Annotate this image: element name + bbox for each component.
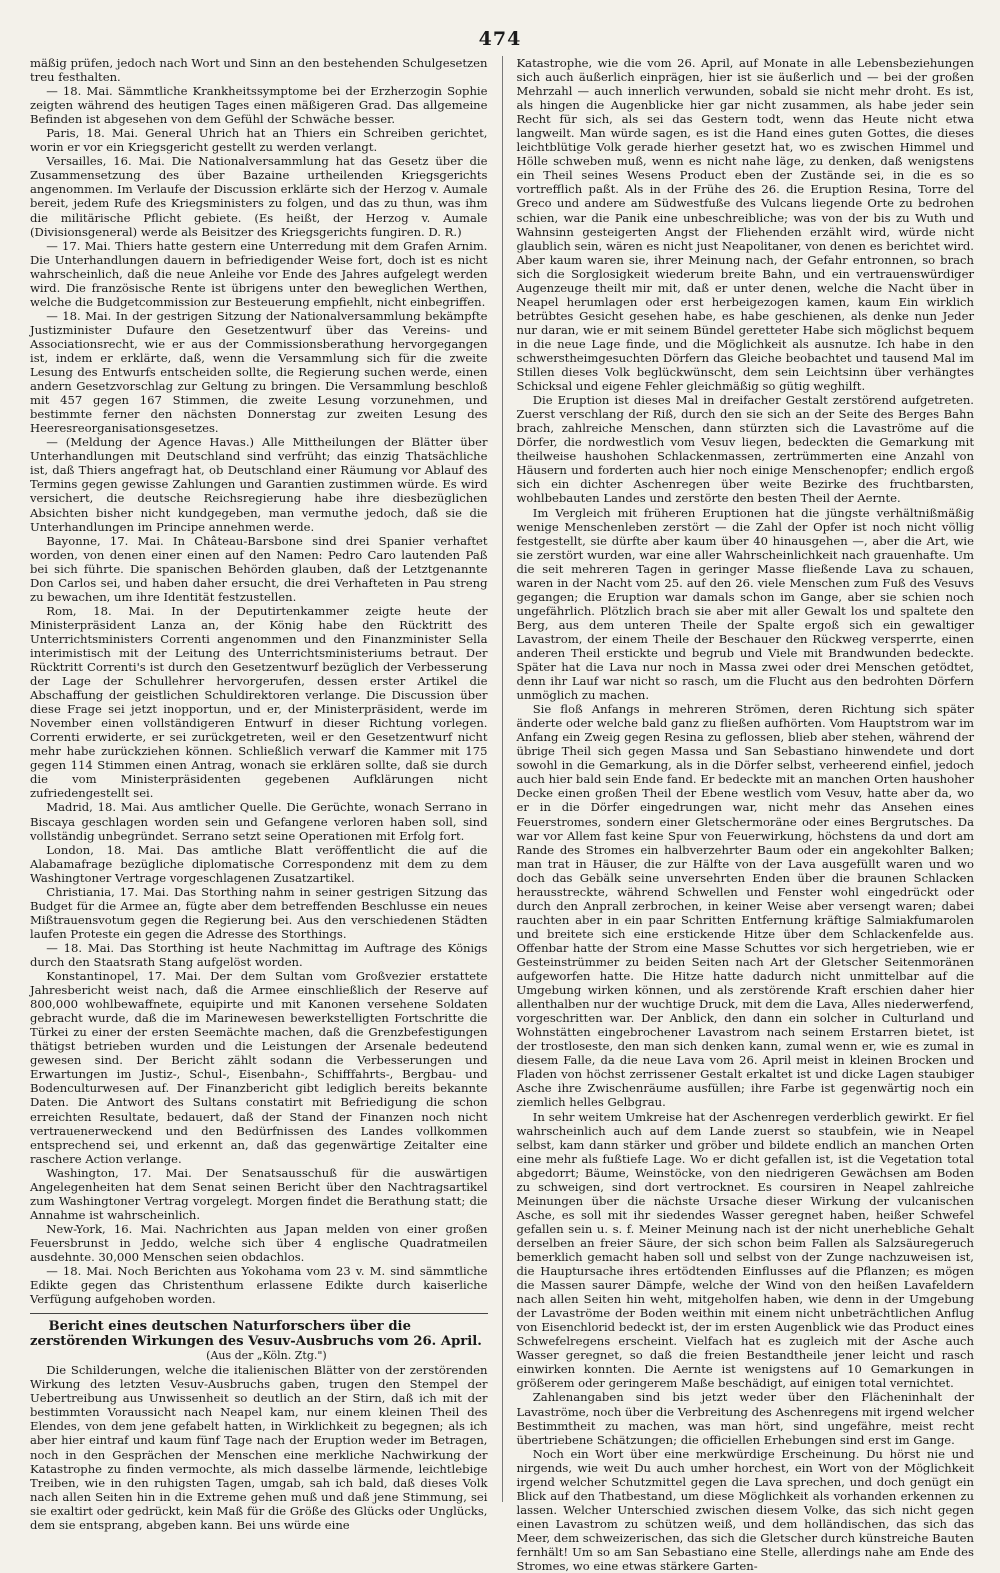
article-paragraph: Konstantinopel, 17. Mai. Der dem Sultan vom Großvezier erstattete Jahresbericht weist nach, daß die Armee einschließlich der Reserve auf 800,000 wohlbewaffnete, equipirte und mit Kanonen versehene Soldaten gebracht wurde, daß die im Marinewesen bewerkstelligten Fortschritte die Türkei zu einer der ersten Seemächte machen, daß die Grenzbefestigungen thätigst betrieben wurden und die Leistungen der Arsenale bedeutend gewesen sind. Der Bericht zählt sodann die Verbesserungen und Erwartungen im Justiz-, Schul-, Eisenbahn-, Schifffahrts-, Bergbau- und Bodenculturwesen auf. Der Finanzbericht gibt lediglich bereits bekannte Daten. Die Antwort des Sultans constatirt mit Befriedigung die schon erreichten Resultate, bedauert, daß der Stand der Finanzen noch nicht vertrauenerweckend und den Bedürfnissen des Landes vollkommen entsprechend sei, und erkennt an, daß das gegenwärtige Zeitalter eine raschere Action verlange. — [30, 969, 488, 1166]
article-paragraph: Rom, 18. Mai. In der Deputirtenkammer zeigte heute der Ministerpräsident Lanza an, der König habe den Rücktritt des Unterrichtsministers Correnti angenommen und den Finanzminister Sella interimistisch mit der Leitung des Unterrichtsministeriums betraut. Der Rücktritt Correnti's ist durch den Gesetzentwurf bezüglich der Verbesserung der Lage der Schullehrer hervorgerufen, dessen erster Artikel die Abschaffung der geistlichen Schuldirektoren verlange. Die Discussion über diese Frage sei jetzt inopportun, und er, der Ministerpräsident, werde im November einen vollständigeren Entwurf in dieser Richtung vorlegen. Correnti erwiderte, er sei zurückgetreten, weil er den Gesetzentwurf nicht mehr habe zurückziehen können. Schließlich verwarf die Kammer mit 175 gegen 114 Stimmen einen Antrag, wonach sie erklären sollte, daß sie durch die vom Ministerpräsidenten gegebenen Aufklärungen nicht zufriedengestellt sei. — [30, 603, 488, 801]
article-paragraph: — 18. Mai. Das Storthing ist heute Nachmittag im Auftrage des Königs durch den Staatsrath Stang aufgelöst worden. — [30, 940, 488, 969]
article-paragraph: Washington, 17. Mai. Der Senatsausschuß für die auswärtigen Angelegenheiten hat dem Senat seinen Bericht über den Nachtragsartikel zum Washingtoner Vertrag vorgelegt. Morgen findet die Berathung statt; die Annahme ist wahrscheinlich. — [30, 1165, 488, 1222]
article-paragraph: — 17. Mai. Thiers hatte gestern eine Unterredung mit dem Grafen Arnim. Die Unterhandlungen dauern in befriedigender Weise fort, doch ist es nicht wahrscheinlich, daß die neue Anleihe vor Ende des Jahres aufgelegt werden wird. Die französische Rente ist übrigens unter den beweglichen Werthen, welche die Budgetcommission zur Besteuerung empfiehlt, nicht einbegriffen. — [30, 238, 488, 309]
page-number: 474 — [478, 28, 522, 50]
columns — [30, 56, 974, 1573]
article-paragraph: New-York, 16. Mai. Nachrichten aus Japan melden von einer großen Feuersbrunst in Jeddo, welche sich über 4 englische Quadratmeilen ausdehnte. 30,000 Menschen seien obdachlos. — [30, 1221, 488, 1264]
article-paragraph: Madrid, 18. Mai. Aus amtlicher Quelle. Die Gerüchte, wonach Serrano in Biscaya geschlagen worden sein und Gefangene verloren haben soll, sind vollständig unbegründet. Serrano setzt seine Operationen mit Erfolg fort. — [30, 800, 488, 843]
article-paragraph: In sehr weitem Umkreise hat der Aschenregen verderblich gewirkt. Er fiel wahrscheinlich auch auf dem Lande zuerst so staubfein, wie in Neapel selbst, kam dann stärker und gröber und bildete endlich an manchen Orten eine mehr als fußtiefe Lage. Wo er dicht gefallen ist, ist die Vegetation total abgedorrt; Bäume, Weinstöcke, von den niedrigeren Gewächsen am Boden zu schweigen, sind dort vertrocknet. Es coursiren in Neapel zahlreiche Meinungen über die nächste Ursache dieser Wirkung der vulcanischen Asche, es soll mit ihr siedendes Wasser geregnet haben, heißer Schwefel gefallen sein u. s. f. Meiner Meinung nach ist der nicht unerhebliche Gehalt derselben an freier Säure, der sich schon beim Fallen als Salzsäuregeruch bemerklich gemacht haben soll und selbst von der Zunge nachzuweisen ist, die Hauptursache ihres ertödtenden Einflusses auf die Pflanzen; es mögen die Massen saurer Dämpfe, welche der Wind von den heißen Lavafeldern nach allen Seiten hin weht, mitgeholfen haben, wie denn in der Umgebung der Lavaströme der Boden weithin mit einem nicht unbeträchtlichen Anflug von Eisenchlorid bedeckt ist, der im ersten Augenblick wie das Product eines Schwefelregens erscheint. Vielfach hat es zugleich mit der Asche auch Wasser geregnet, so daß die freien Bestandtheile jener leicht und rasch einwirken konnten. Die Aernte ist wenigstens auf 10 Gemarkungen in größerem oder geringerem Maße beschädigt, auf einigen total vernichtet. — [516, 1109, 974, 1391]
article-paragraph: mäßig prüfen, jedoch nach Wort und Sinn an den bestehenden Schulgesetzen treu festhalten. — [30, 56, 488, 85]
article-headline: Bericht eines deutschen Naturforschers über die zerstörenden Wirkungen des Vesuv-Ausbruchs vom 26. April. — [30, 1319, 482, 1350]
article-paragraph: Christiania, 17. Mai. Das Storthing nahm in seiner gestrigen Sitzung das Budget für die Armee an, fügte aber dem betreffenden Beschlusse ein neues Mißtrauensvotum gegen die Regierung bei. Aus den verschiedenen Städten laufen Proteste ein gegen die Adresse des Storthings. — [30, 884, 488, 941]
article-paragraph: Paris, 18. Mai. General Uhrich hat an Thiers ein Schreiben gerichtet, worin er vor ein Kriegsgericht gestellt zu werden verlangt. — [30, 126, 488, 155]
article-paragraph: Versailles, 16. Mai. Die Nationalversammlung hat das Gesetz über die Zusammensetzung des über Bazaine urtheilenden Kriegsgerichts angenommen. Im Verlaufe der Discussion erklärte sich der Herzog v. Aumale bereit, jedem Rufe des Kriegsministers zu folgen, und das zu thun, was ihm die militärische Pflicht gebiete. (Es heißt, der Herzog v. Aumale (Divisionsgeneral) werde als Beisitzer des Kriegsgerichts fungiren. D. R.) — [30, 154, 488, 239]
article-paragraph: Im Vergleich mit früheren Eruptionen hat die jüngste verhältnißmäßig wenige Menschenleben zerstört — die Zahl der Opfer ist noch nicht völlig festgestellt, sie dürfte aber kaum über 40 hinausgehen —, aber die Art, wie sie zerstört wurden, war eine aller Wahrscheinlichkeit nach grauenhafte. Um die seit mehreren Tagen in geringer Masse fließende Lava zu schauen, waren in der Nacht vom 25. auf den 26. viele Menschen zum Fuß des Vesuvs gegangen; die Eruption war damals schon im Gange, aber sie schien noch ungefährlich. Plötzlich brach sie aber mit aller Gewalt los und spaltete den Berg, aus dem unteren Theile der Spalte ergoß sich ein gewaltiger Lavastrom, der einem Theile der Beschauer den Rückweg versperrte, einen anderen Theil erstickte und begrub und Viele mit Brandwunden bedeckte. Später hat die Lava nur noch in Massa zwei oder drei Menschen getödtet, denn ihr Lauf war nicht so rasch, um die Flucht aus den bedrohten Dörfern unmöglich zu machen. — [516, 505, 974, 703]
article-paragraph: Die Eruption ist dieses Mal in dreifacher Gestalt zerstörend aufgetreten. Zuerst verschlang der Riß, durch den sie sich an der Seite des Berges Bahn brach, zahlreiche Menschen, dann stürzten sich die Lavaströme auf die Dörfer, die nordwestlich vom Vesuv liegen, bedeckten die Gemarkung mit theilweise haushohen Schlackenmassen, zertrümmerten eine Anzahl von Häusern und forderten auch hier noch einige Menschenopfer; endlich ergoß sich ein dichter Aschenregen über weite Bezirke des fruchtbarsten, wohlbebauten Landes und zerstörte den besten Theil der Aernte. — [516, 393, 974, 506]
article-paragraph: — 18. Mai. In der gestrigen Sitzung der Nationalversammlung bekämpfte Justizminister Dufaure den Gesetzentwurf über das Vereins- und Associationsrecht, wie er aus der Commissionsberathung hervorgegangen ist, indem er erklärte, daß, wenn die Versammlung sich für die zweite Lesung des Entwurfs entscheiden sollte, die Regierung suchen werde, einen andern Gesetzvorschlag zur Geltung zu bringen. Die Versammlung beschloß mit 457 gegen 167 Stimmen, die zweite Lesung vorzunehmen, und bestimmte ferner den nächsten Donnerstag zur zweiten Lesung des Heeresreorganisationsgesetzes. — [30, 308, 488, 436]
section-divider — [30, 1313, 488, 1314]
article-paragraph: Die Schilderungen, welche die italienischen Blätter von der zerstörenden Wirkung des letzten Vesuv-Ausbruchs gaben, trugen den Stempel der Uebertreibung aus Unwissenheit so deutlich an der Stirn, daß ich mit der bestimmten Voraussicht nach Neapel kam, nur einem kleinen Theil des Elendes, von dem jene gefabelt hatten, in Wirklichkeit zu begegnen; als ich aber hier eintraf und kaum fünf Tage nach der Eruption weder im Betragen, noch in den Gesprächen der Menschen eine merkliche Nachwirkung der Katastrophe zu finden vermochte, als mich dasselbe lärmende, leichtlebige Treiben, wie in den ruhigsten Tagen, umgab, sah ich bald, daß dieses Volk nach allen Seiten hin in die Extreme gehen muß und daß jene Stimmung, sei sie exaltirt oder gedrückt, kein Maß für die Größe des Glücks oder Unglücks, dem sie entsprang, abgeben kann. Bei uns würde eine — [30, 1363, 488, 1532]
column-rule — [502, 56, 503, 1502]
article-paragraph: Noch ein Wort über eine merkwürdige Erscheinung. Du hörst nie und nirgends, wie weit Du auch umher horchest, ein Wort von der Möglichkeit irgend welcher Schutzmittel gegen die Lava sprechen, und doch genügt ein Blick auf den Thatbestand, um diese Möglichkeit als vorhanden erkennen zu lassen. Welcher Unterschied zwischen diesem Volke, das sich nicht gegen einen Lavastrom zu schützen weiß, und dem holländischen, das sich das Meer, dem schweizerischen, das sich die Gletscher durch künstreiche Bauten fernhält! Um so am San Sebastiano eine Stelle, allerdings nahe am Ende des Stromes, wo eine etwas stärkere Garten- — [516, 1446, 974, 1573]
article-paragraph: Katastrophe, wie die vom 26. April, auf Monate in alle Lebensbeziehungen sich auch äußerlich einprägen, hier ist sie äußerlich und — bei der großen Mehrzahl — auch innerlich verwunden, sobald sie nicht mehr droht. Es ist, als hingen die Augenblicke hier gar nicht zusammen, als habe jeder sein Recht für sich, als sei das Gestern todt, wenn das Heute nicht etwa langweilt. Man würde sagen, es ist die Hand eines guten Gottes, die dieses leichtblütige Volk gerade hierher gesetzt hat, wo es zwischen Himmel und Hölle schweben muß, wenn es nicht nahe läge, zu denken, daß wenigstens ein Theil seines Wesens Product eben der Zustände sei, in die es so vortrefflich paßt. Als in der Frühe des 26. die Eruption Resina, Torre del Greco und andere am Südwestfuße des Vulcans liegende Orte zu bedrohen schien, war die Panik eine unbeschreibliche; was von der bis zu Wuth und Wahnsinn gesteigerten Angst der Fliehenden erzählt wird, würde nicht glaublich sein, wären es nicht just Neapolitaner, von denen es berichtet wird. Aber kaum waren sie, ihrer Meinung nach, der Gefahr entronnen, so brach sich die Sorglosigkeit wiederum breite Bahn, und ein vertrauenswürdiger Augenzeuge theilt mir mit, daß er unter denen, welche die Nacht über in Neapel herumlagen oder erst herbeigezogen kamen, kaum Ein wirklich betrübtes Gesicht gesehen habe, es habe geschienen, als denke nun Jeder nur daran, wie er mit seinem Bündel geretteter Habe sich möglichst bequem in die neue Lage finde, und die Möglichkeit als ausnutze. Ich habe in den schwerstheimgesuchten Dörfern das Gleiche beobachtet und tausend Mal im Stillen dieses Volk beglückwünscht, dem sein Leichtsinn über verhängtes Schicksal und eigene Fehler gleichmäßig so gütig weghilft. — [516, 56, 974, 394]
article-paragraph: London, 18. Mai. Das amtliche Blatt veröffentlicht die auf die Alabamafrage bezügliche diplomatische Correspondenz mit dem zu dem Washingtoner Vertrage vorgeschlagenen Zusatzartikel. — [30, 842, 488, 885]
article-paragraph: — (Meldung der Agence Havas.) Alle Mittheilungen der Blätter über Unterhandlungen mit Deutschland sind verfrüht; das einzig Thatsächliche ist, daß Thiers angefragt hat, ob Deutschland einer Räumung vor Ablauf des Termins gegen gewisse Zahlungen und Garantien zustimmen würde. Es wird versichert, die deutsche Reichsregierung habe ihre diesbezüglichen Absichten bisher nicht kundgegeben, man vermuthe jedoch, daß sie die Unterhandlungen im Principe annehmen werde. — [30, 435, 488, 534]
article-paragraph: Zahlenangaben sind bis jetzt weder über den Flächeninhalt der Lavaströme, noch über die Verbreitung des Aschenregens mit irgend welcher Bestimmtheit zu machen, was man hört, sind ungefähre, meist recht übertriebene Schätzungen; die officiellen Erhebungen sind erst im Gange. — [516, 1390, 974, 1447]
article-source: (Aus der „Köln. Ztg.") — [206, 1349, 327, 1363]
right-column — [516, 56, 975, 1573]
left-column — [30, 56, 488, 1532]
article-paragraph: — 18. Mai. Sämmtliche Krankheitssymptome bei der Erzherzogin Sophie zeigten während des heutigen Tages einen mäßigeren Grad. Das allgemeine Befinden ist abgesehen von dem Gefühl der Schwäche besser. — [30, 84, 488, 127]
article-paragraph: Bayonne, 17. Mai. In Château-Barsbone sind drei Spanier verhaftet worden, von denen einer einen auf den Namen: Pedro Caro lautenden Paß bei sich führte. Die spanischen Behörden glauben, daß der Letztgenannte Don Carlos sei, und haben daher ersucht, die drei Verhafteten in Pau streng zu bewachen, um ihre Identität festzustellen. — [30, 533, 488, 604]
article-paragraph: Sie floß Anfangs in mehreren Strömen, deren Richtung sich später änderte oder welche bald ganz zu fließen aufhörten. Vom Hauptstrom war im Anfang ein Zweig gegen Resina zu geflossen, blieb aber stehen, während der übrige Theil sich gegen Massa und San Sebastiano hinwendete und dort sowohl in die Gemarkung, als in die Dörfer selbst, verheerend einfiel, jedoch auch hier bald sein Ende fand. Er bedeckte mit an manchen Orten haushoher Decke einen großen Theil der Ebene westlich vom Vesuv, hatte aber da, wo er in die Dörfer eingedrungen war, nicht mehr das Ansehen eines Feuerstromes, sondern einer Gletschermoräne oder eines Bergrutsches. Da war vor Allem fast keine Spur von Feuerwirkung, höchstens da und dort am Rande des Stromes ein halbverzehrter Baum oder ein angekohlter Balken; man trat in Häuser, die zur Hälfte von der Lava ausgefüllt waren und wo doch das Gebälk seine unversehrten Enden über die braunen Schlacken herausstreckte, während Schwellen und Fenster wohl eingedrückt oder durch den Anprall zerbrochen, in keiner Weise aber versengt waren; dabei rauchten aber in ein paar Schritten Entfernung kräftige Salmiakfumarolen und breitete sich eine erstickende Hitze über dem Schlackenfelde aus. Offenbar hatte der Strom eine Masse Schuttes vor sich hergetrieben, wie er Gesteinstrümmer zu beiden Seiten nach Art der Gletscher Seitenmoränen aufgeworfen hatte. Die Hitze hatte dadurch nicht unmittelbar auf die Umgebung wirken können, und als zerstörende Kraft erschien daher hier allenthalben nur der wuchtige Druck, mit dem die Lava, Alles niederwerfend, vorgeschritten war. Der Anblick, den dann ein solcher in Culturland und Wohnstätten eingebrochener Lavastrom nach seinem Erstarren bietet, ist der trostloseste, den man sich denken kann, zumal wenn er, wie es zumal in diesem Falle, da die neue Lava vom 26. April meist in kleinen Brocken und Fladen von höchst zerrissener Gestalt erkaltet ist und dicke Lagen staubiger Asche ihre Zwischenräume ausfüllen; ihre Farbe ist gegenwärtig noch ein ziemlich helles Gelbgrau. — [516, 702, 974, 1110]
article-paragraph: — 18. Mai. Noch Berichten aus Yokohama vom 23 v. M. sind sämmtliche Edikte gegen das Christenthum erlassene Edikte durch kaiserliche Verfügung aufgehoben worden. — [30, 1264, 488, 1307]
